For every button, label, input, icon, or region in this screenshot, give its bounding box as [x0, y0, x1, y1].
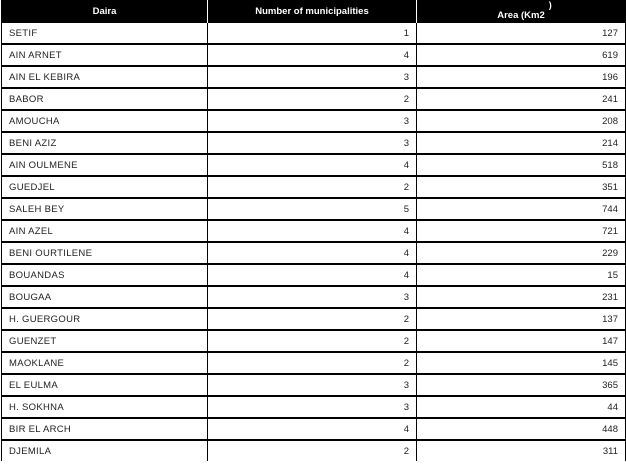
cell-daira: AIN ARNET: [2, 44, 208, 66]
header-area-wrap: [497, 0, 552, 21]
table-row: [2, 352, 626, 374]
cell-daira: AMOUCHA: [2, 110, 208, 132]
cell-daira: SETIF: [2, 23, 208, 44]
cell-area: 241: [417, 88, 626, 110]
cell-area: 214: [417, 132, 626, 154]
header-area-paren: ): [548, 0, 552, 10]
cell-daira: BIR EL ARCH: [2, 418, 208, 440]
cell-municipalities: 5: [208, 198, 417, 220]
table-row: [2, 176, 626, 198]
table-row: [2, 88, 626, 110]
header-municipalities: Number of municipalities: [208, 0, 417, 23]
header-row: [2, 0, 626, 23]
cell-area: 44: [417, 396, 626, 418]
cell-municipalities: 4: [208, 154, 417, 176]
table-row: [2, 374, 626, 396]
cell-area: 137: [417, 308, 626, 330]
cell-daira: BABOR: [2, 88, 208, 110]
cell-municipalities: 4: [208, 242, 417, 264]
table-row: [2, 330, 626, 352]
table-row: [2, 23, 626, 44]
cell-area: 145: [417, 352, 626, 374]
cell-daira: BENI OURTILENE: [2, 242, 208, 264]
table-row: [2, 198, 626, 220]
cell-daira: BOUANDAS: [2, 264, 208, 286]
cell-municipalities: 2: [208, 176, 417, 198]
cell-area: 351: [417, 176, 626, 198]
table-row: [2, 110, 626, 132]
table-row: [2, 286, 626, 308]
cell-municipalities: 3: [208, 286, 417, 308]
cell-municipalities: 2: [208, 308, 417, 330]
cell-daira: AIN EL KEBIRA: [2, 66, 208, 88]
cell-daira: GUENZET: [2, 330, 208, 352]
cell-area: 231: [417, 286, 626, 308]
cell-area: 15: [417, 264, 626, 286]
cell-daira: DJEMILA: [2, 440, 208, 461]
cell-municipalities: 1: [208, 23, 417, 44]
cell-area: 448: [417, 418, 626, 440]
cell-area: 518: [417, 154, 626, 176]
cell-area: 208: [417, 110, 626, 132]
cell-daira: GUEDJEL: [2, 176, 208, 198]
cell-area: 619: [417, 44, 626, 66]
cell-municipalities: 3: [208, 132, 417, 154]
cell-municipalities: 4: [208, 418, 417, 440]
cell-daira: BOUGAA: [2, 286, 208, 308]
table-row: [2, 220, 626, 242]
table-row: [2, 440, 626, 461]
cell-area: 744: [417, 198, 626, 220]
cell-area: 721: [417, 220, 626, 242]
header-area: [417, 0, 626, 23]
cell-municipalities: 4: [208, 220, 417, 242]
cell-area: 311: [417, 440, 626, 461]
cell-daira: BENI AZIZ: [2, 132, 208, 154]
cell-area: 196: [417, 66, 626, 88]
cell-municipalities: 3: [208, 66, 417, 88]
cell-municipalities: 4: [208, 264, 417, 286]
cell-area: 365: [417, 374, 626, 396]
table-row: [2, 308, 626, 330]
cell-municipalities: 3: [208, 396, 417, 418]
cell-municipalities: 2: [208, 352, 417, 374]
cell-area: 147: [417, 330, 626, 352]
header-daira: Daira: [2, 0, 208, 23]
cell-daira: EL EULMA: [2, 374, 208, 396]
table-header: [2, 0, 626, 23]
cell-municipalities: 3: [208, 374, 417, 396]
cell-daira: MAOKLANE: [2, 352, 208, 374]
cell-daira: H. SOKHNA: [2, 396, 208, 418]
cell-daira: SALEH BEY: [2, 198, 208, 220]
cell-municipalities: 2: [208, 330, 417, 352]
cell-municipalities: 2: [208, 88, 417, 110]
table-row: [2, 396, 626, 418]
cell-area: 127: [417, 23, 626, 44]
cell-daira: AIN AZEL: [2, 220, 208, 242]
cell-daira: AIN OULMENE: [2, 154, 208, 176]
daira-table: [1, 0, 626, 461]
cell-municipalities: 4: [208, 44, 417, 66]
table-row: [2, 264, 626, 286]
table-row: [2, 66, 626, 88]
table-row: [2, 132, 626, 154]
table-row: [2, 418, 626, 440]
table-row: [2, 242, 626, 264]
cell-daira: H. GUERGOUR: [2, 308, 208, 330]
header-area-label: Area (Km2: [497, 10, 545, 21]
cell-municipalities: 3: [208, 110, 417, 132]
cell-municipalities: 2: [208, 440, 417, 461]
table-row: [2, 44, 626, 66]
table-row: [2, 154, 626, 176]
cell-area: 229: [417, 242, 626, 264]
table-body: [2, 23, 626, 461]
